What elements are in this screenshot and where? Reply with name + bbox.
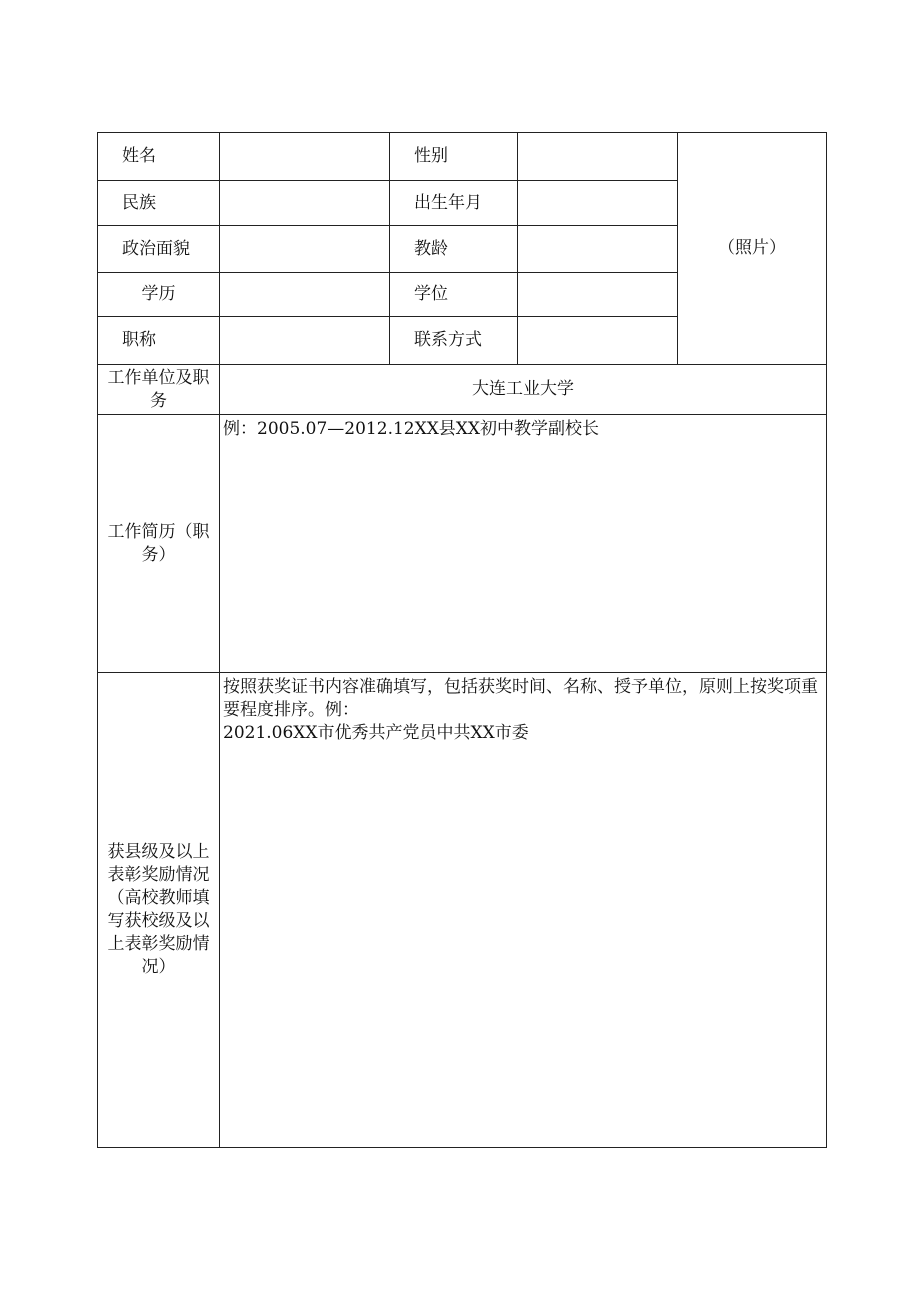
contact-label: 联系方式: [390, 317, 518, 365]
education-field[interactable]: [220, 273, 390, 317]
awards-label: 获县级及以上表彰奖励情况（高校教师填写获校级及以上表彰奖励情况）: [98, 673, 220, 1148]
ethnicity-label: 民族: [98, 181, 220, 226]
gender-field[interactable]: [518, 133, 678, 181]
photo-placeholder: （照片）: [718, 238, 786, 258]
work-history-label: 工作简历（职务）: [98, 415, 220, 673]
row-awards: [98, 673, 827, 1148]
birth-field[interactable]: [518, 181, 678, 226]
degree-field[interactable]: [518, 273, 678, 317]
awards-instruction: 按照获奖证书内容准确填写，包括获奖时间、名称、授予单位，原则上按奖项重要程度排序。例：: [223, 677, 818, 720]
row-work-history: [98, 415, 827, 673]
awards-field[interactable]: [220, 673, 827, 1148]
row-work-unit: [98, 365, 827, 415]
row-name-gender: [98, 133, 827, 181]
name-label: 姓名: [98, 133, 220, 181]
title-label: 职称: [98, 317, 220, 365]
work-unit-field[interactable]: [220, 365, 827, 415]
work-unit-label: 工作单位及职务: [98, 365, 220, 415]
contact-field[interactable]: [518, 317, 678, 365]
name-field[interactable]: [220, 133, 390, 181]
political-field[interactable]: [220, 226, 390, 273]
title-field[interactable]: [220, 317, 390, 365]
ethnicity-field[interactable]: [220, 181, 390, 226]
work-history-field[interactable]: [220, 415, 827, 673]
photo-box[interactable]: [678, 133, 827, 365]
work-unit-value: 大连工业大学: [472, 379, 574, 399]
awards-example: 2021.06XX市优秀共产党员中共XX市委: [223, 723, 529, 743]
application-form-table: [97, 132, 827, 1148]
degree-label: 学位: [390, 273, 518, 317]
political-label: 政治面貌: [98, 226, 220, 273]
teaching-years-field[interactable]: [518, 226, 678, 273]
teaching-years-label: 教龄: [390, 226, 518, 273]
education-label: 学历: [98, 273, 220, 317]
gender-label: 性别: [390, 133, 518, 181]
work-history-example: 例：2005.07—2012.12XX县XX初中教学副校长: [223, 419, 600, 439]
birth-label: 出生年月: [390, 181, 518, 226]
